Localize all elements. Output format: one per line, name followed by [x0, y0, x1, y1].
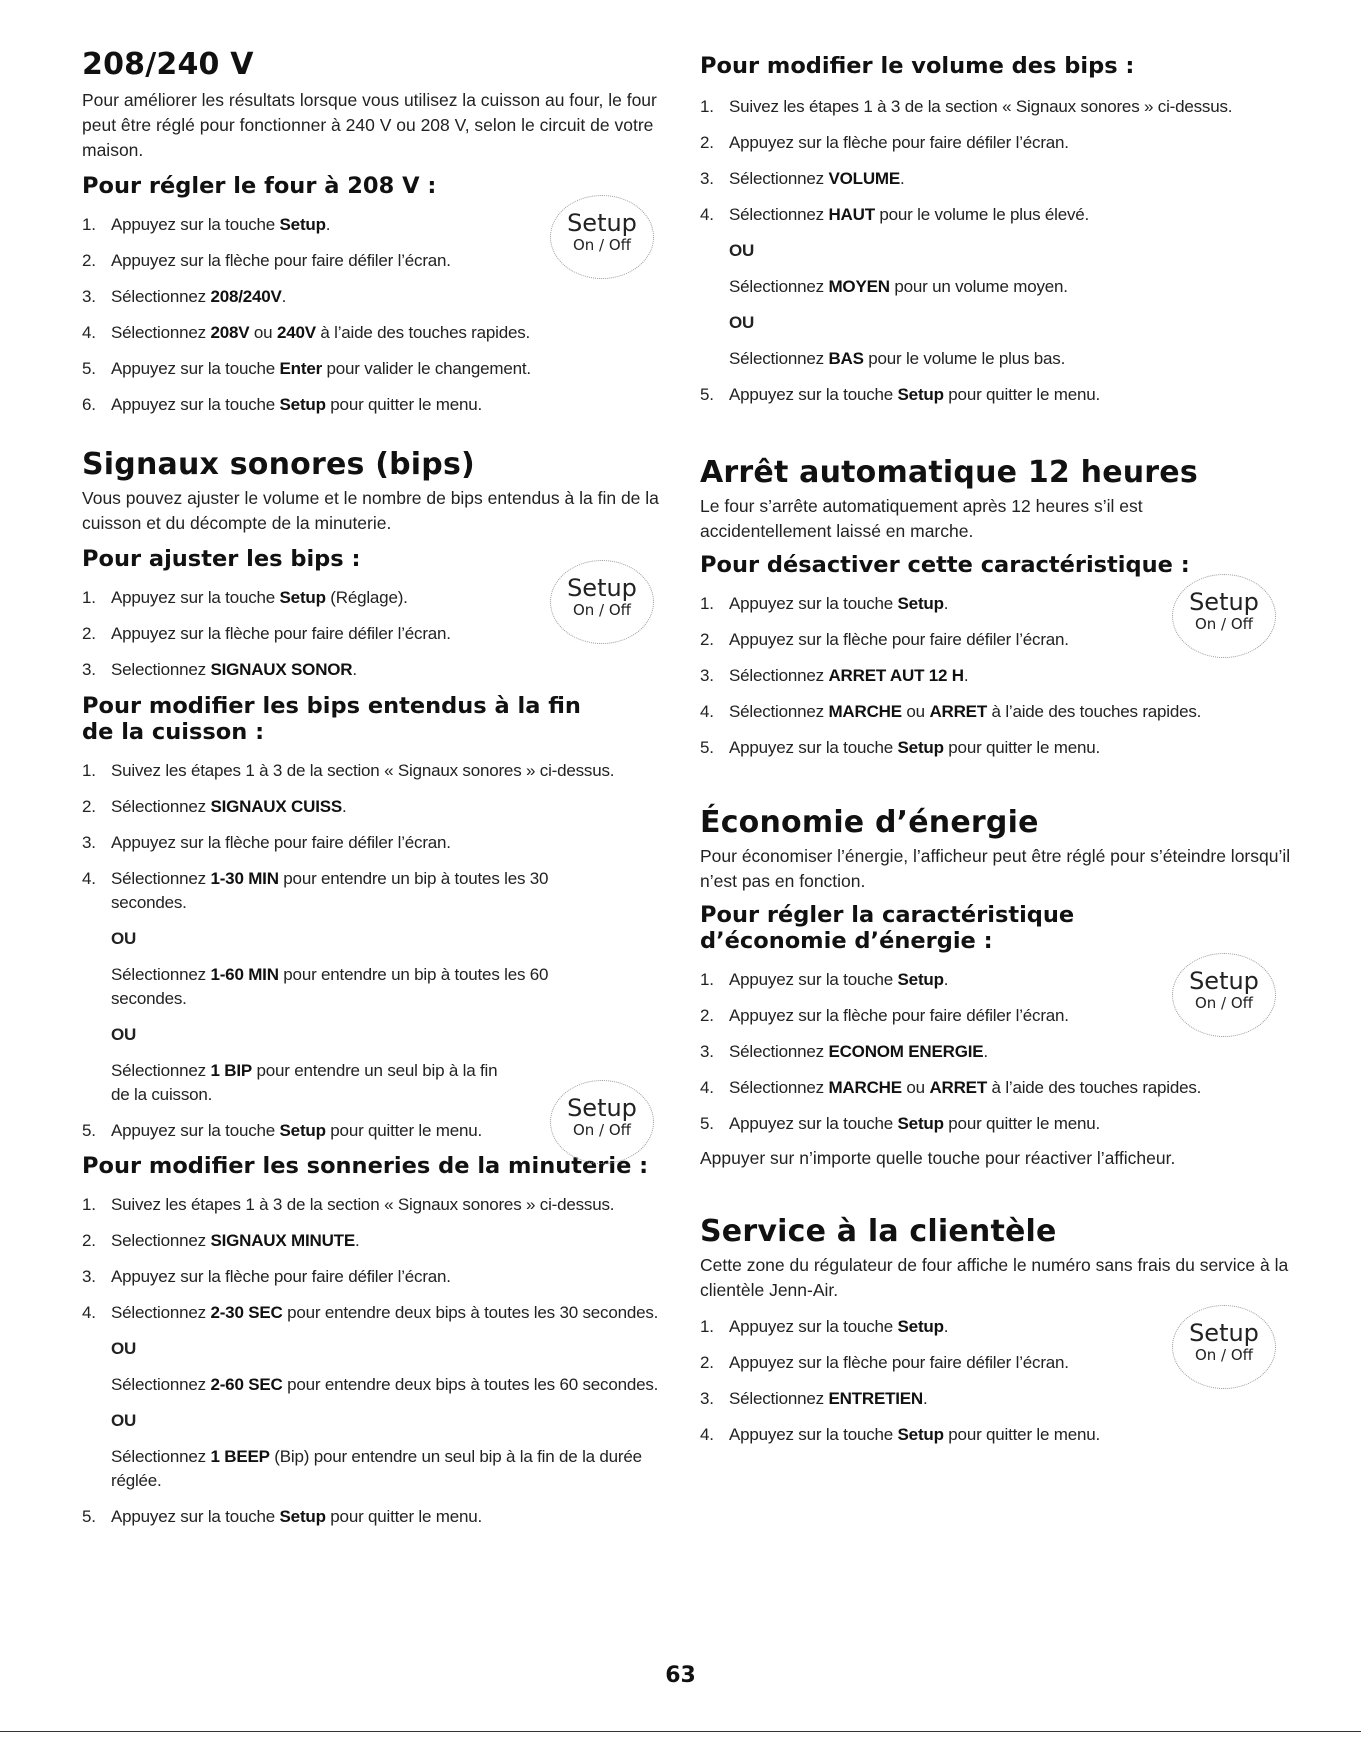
step: 4. Sélectionnez MARCHE ou ARRET à l’aide des touches rapides. — [700, 1078, 1202, 1097]
step: 5. Appuyez sur la touche Setup pour quitter le menu. — [82, 1121, 483, 1140]
step: 2. Appuyez sur la flèche pour faire défiler l’écran. — [82, 624, 451, 643]
setup-on-off-key-icon: Setup On / Off — [550, 560, 654, 644]
step: 1. Appuyez sur la touche Setup (Réglage). — [82, 588, 408, 607]
step: 2. Sélectionnez SIGNAUX CUISS. — [82, 797, 347, 816]
step: 5. Appuyez sur la touche Setup pour quitter le menu. — [700, 385, 1101, 404]
step: 5. Appuyez sur la touche Setup pour quitter le menu. — [82, 1507, 483, 1526]
step: 1. Suivez les étapes 1 à 3 de la section « Signaux sonores » ci-dessus. — [82, 1195, 615, 1214]
section-title: 208/240 V — [82, 47, 254, 82]
subsection-title: Pour modifier le volume des bips : — [700, 53, 1135, 79]
step: 3. Sélectionnez ENTRETIEN. — [700, 1389, 928, 1408]
subsection-title: Pour désactiver cette caractéristique : — [700, 552, 1190, 578]
step: 5. Appuyez sur la touche Enter pour valider le changement. — [82, 359, 531, 378]
step: 4. Sélectionnez HAUT pour le volume le plus élevé. OU Sélectionnez MOYEN pour un volume moyen. OU Sélectionnez BAS pour le volume le plus bas. — [700, 205, 1090, 368]
step: 3. Appuyez sur la flèche pour faire défiler l’écran. — [82, 833, 451, 852]
section-service-clientele — [700, 1215, 1310, 1459]
section-volume-bips — [700, 53, 1310, 419]
step: 2. Appuyez sur la flèche pour faire défiler l’écran. — [82, 251, 451, 270]
step: 1. Appuyez sur la touche Setup. — [82, 215, 331, 234]
subsection-title: Pour modifier les sonneries de la minuterie : — [82, 1153, 649, 1179]
step: 2. Appuyez sur la flèche pour faire défiler l’écran. — [700, 630, 1069, 649]
step: 3. Sélectionnez ECONOM ENERGIE. — [700, 1042, 988, 1061]
section-title: Économie d’énergie — [700, 805, 1039, 840]
step: 2. Appuyez sur la flèche pour faire défiler l’écran. — [700, 1353, 1069, 1372]
step: 6. Appuyez sur la touche Setup pour quitter le menu. — [82, 395, 483, 414]
step: 3. Sélectionnez ARRET AUT 12 H. — [700, 666, 969, 685]
step: 5. Appuyez sur la touche Setup pour quitter le menu. — [700, 1114, 1101, 1133]
step: 5. Appuyez sur la touche Setup pour quitter le menu. — [700, 738, 1101, 757]
step: 1. Appuyez sur la touche Setup. — [700, 970, 949, 989]
step: 3. Sélectionnez VOLUME. — [700, 169, 905, 188]
step: 1. Suivez les étapes 1 à 3 de la section « Signaux sonores » ci-dessus. — [700, 97, 1233, 116]
section-intro: Le four s’arrête automatiquement après 12 heures s’il est accidentellement laissé en marche. — [700, 496, 1143, 541]
subsection-title: Pour modifier les bips entendus à la fin de la cuisson : — [82, 693, 581, 745]
section-title: Service à la clientèle — [700, 1214, 1057, 1249]
step: 2. Appuyez sur la flèche pour faire défiler l’écran. — [700, 1006, 1069, 1025]
section-arret-automatique — [700, 456, 1310, 772]
setup-on-off-key-icon: Setup On / Off — [550, 195, 654, 279]
step: 3. Appuyez sur la flèche pour faire défiler l’écran. — [82, 1267, 451, 1286]
step: 1. Appuyez sur la touche Setup. — [700, 594, 949, 613]
step: 4. Sélectionnez MARCHE ou ARRET à l’aide des touches rapides. — [700, 702, 1202, 721]
step: 4. Sélectionnez 208V ou 240V à l’aide des touches rapides. — [82, 323, 531, 342]
subsection-title: Pour régler le four à 208 V : — [82, 173, 437, 199]
section-title: Arrêt automatique 12 heures — [700, 455, 1198, 490]
subsection-title: Pour régler la caractéristique d’économie d’énergie : — [700, 902, 1075, 954]
step: 4. Appuyez sur la touche Setup pour quitter le menu. — [700, 1425, 1101, 1444]
step: 1. Suivez les étapes 1 à 3 de la section « Signaux sonores » ci-dessus. — [82, 761, 615, 780]
steps-list — [82, 1193, 682, 1529]
step: 4. Sélectionnez 1-30 MIN pour entendre un bip à toutes les 30 secondes. OU Sélectionnez 1-60 MIN pour entendre un bip à toutes les 60 secondes. OU Sélectionnez 1 BIP pour entendre un seul bip à la fin de la cuisson. — [82, 869, 549, 1104]
step: 4. Sélectionnez 2-30 SEC pour entendre deux bips à toutes les 30 secondes. OU Sélectionnez 2-60 SEC pour entendre deux bips à toutes les 60 secondes. OU Sélectionnez 1 BEEP (Bip) pour entendre un seul bip à la fin de la durée réglée. — [82, 1303, 659, 1490]
setup-on-off-key-icon: Setup On / Off — [1172, 953, 1276, 1037]
setup-on-off-key-icon: Setup On / Off — [1172, 1305, 1276, 1389]
section-208-240v — [82, 48, 682, 429]
page-number: 63 — [665, 1663, 696, 1688]
setup-on-off-key-icon: Setup On / Off — [550, 1080, 654, 1164]
subsection-title: Pour ajuster les bips : — [82, 546, 361, 572]
step: 2. Appuyez sur la flèche pour faire défiler l’écran. — [700, 133, 1069, 152]
setup-on-off-key-icon: Setup On / Off — [1172, 574, 1276, 658]
section-title: Signaux sonores (bips) — [82, 447, 475, 482]
section-intro: Pour économiser l’énergie, l’afficheur peut être réglé pour s’éteindre lorsqu’il n’est pas en fonction. — [700, 846, 1291, 891]
section-intro: Cette zone du régulateur de four affiche le numéro sans frais du service à la clientèle Jenn-Air. — [700, 1255, 1289, 1300]
section-signaux-sonores — [82, 448, 682, 1541]
step: 3. Selectionnez SIGNAUX SONOR. — [82, 660, 357, 679]
section-intro: Vous pouvez ajuster le volume et le nombre de bips entendus à la fin de la cuisson et du décompte de la minuterie. — [82, 488, 659, 533]
note-text: Appuyer sur n’importe quelle touche pour réactiver l’afficheur. — [700, 1148, 1176, 1168]
step: 1. Appuyez sur la touche Setup. — [700, 1317, 949, 1336]
steps-list — [700, 95, 1310, 407]
step: 2. Selectionnez SIGNAUX MINUTE. — [82, 1231, 360, 1250]
step: 3. Sélectionnez 208/240V. — [82, 287, 287, 306]
section-economie-energie — [700, 806, 1310, 1171]
bottom-divider — [0, 1731, 1361, 1732]
section-intro: Pour améliorer les résultats lorsque vous utilisez la cuisson au four, le four peut être réglé pour fonctionner à 240 V ou 208 V, selon le circuit de votre maison. — [82, 90, 657, 160]
